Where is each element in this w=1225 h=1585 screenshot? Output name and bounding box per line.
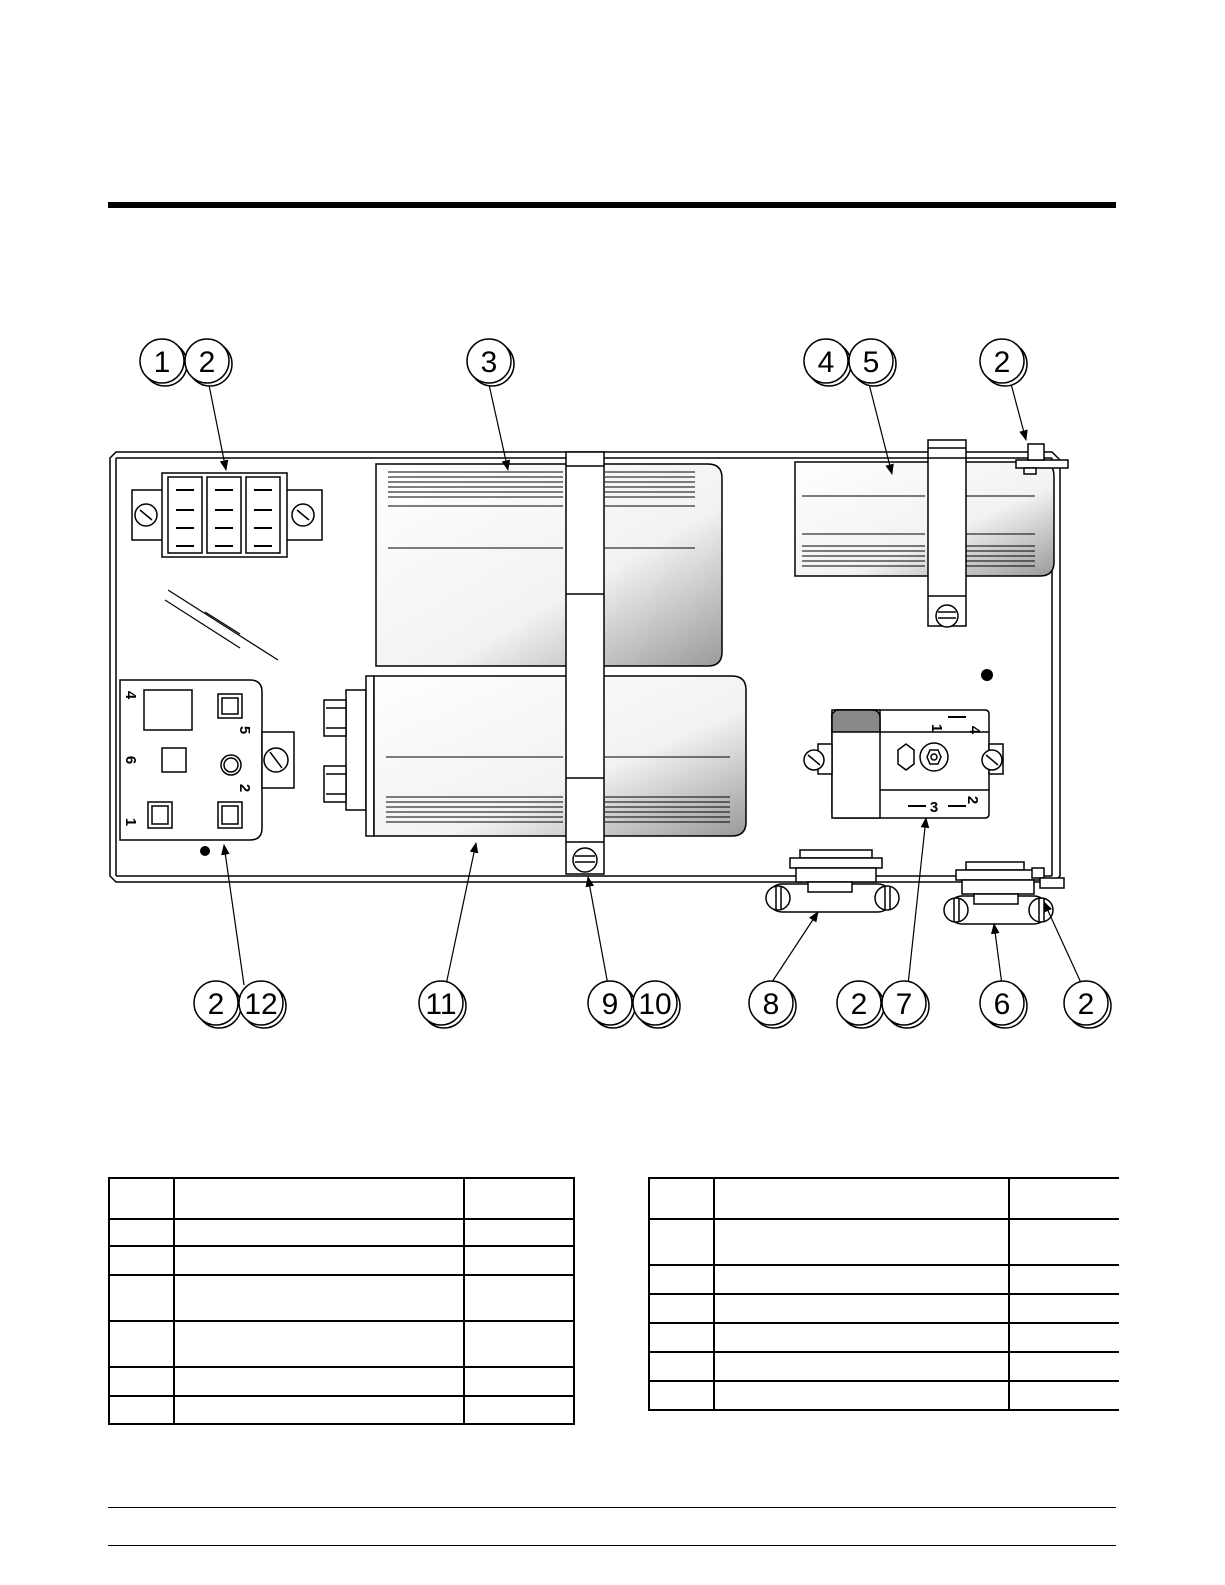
table-cell xyxy=(1009,1323,1119,1352)
svg-text:11: 11 xyxy=(425,988,457,1021)
svg-text:6: 6 xyxy=(993,988,1011,1021)
relay-pin-2: 2 xyxy=(236,783,253,793)
table-row xyxy=(649,1381,1119,1410)
footer-rule-bottom xyxy=(108,1545,1116,1546)
table-header-row xyxy=(649,1178,1119,1219)
callout-5 xyxy=(849,339,896,386)
table-cell xyxy=(109,1246,174,1275)
table-row xyxy=(649,1265,1119,1294)
svg-text:2: 2 xyxy=(993,346,1011,379)
capacitor-11 xyxy=(324,676,746,836)
table-cell xyxy=(109,1367,174,1396)
svg-text:2: 2 xyxy=(1077,988,1095,1021)
table-cell xyxy=(174,1275,464,1321)
callout-2e xyxy=(1064,981,1111,1028)
table-cell xyxy=(109,1321,174,1367)
svg-text:4: 4 xyxy=(817,346,835,379)
table-cell xyxy=(714,1352,1009,1381)
table-cell xyxy=(464,1396,574,1424)
table-header-row xyxy=(109,1178,574,1219)
table-cell xyxy=(1009,1265,1119,1294)
switch-pin-4: 4 xyxy=(966,725,983,735)
callout-7 xyxy=(882,981,929,1028)
table-cell xyxy=(714,1219,1009,1265)
mounting-hole-right xyxy=(981,669,993,681)
table-cell xyxy=(714,1294,1009,1323)
table-row xyxy=(649,1352,1119,1381)
header-cell xyxy=(464,1178,574,1219)
table-cell xyxy=(464,1246,574,1275)
table-cell xyxy=(714,1323,1009,1352)
callout-2b xyxy=(980,339,1027,386)
callout-8 xyxy=(749,981,796,1028)
relay-pin-5: 5 xyxy=(236,725,253,735)
table-cell xyxy=(714,1381,1009,1410)
table-cell xyxy=(1009,1352,1119,1381)
table-row xyxy=(109,1219,574,1246)
table-cell xyxy=(649,1294,714,1323)
parts-table-right xyxy=(648,1177,1119,1411)
svg-text:3: 3 xyxy=(480,346,498,379)
svg-text:2: 2 xyxy=(198,346,216,379)
table-cell xyxy=(649,1381,714,1410)
switch-pin-2: 2 xyxy=(964,795,981,805)
table-cell xyxy=(714,1265,1009,1294)
svg-text:1: 1 xyxy=(153,346,171,379)
table-cell xyxy=(1009,1219,1119,1265)
table-row xyxy=(109,1367,574,1396)
callout-10 xyxy=(633,981,680,1028)
table-cell xyxy=(174,1396,464,1424)
relay-pin-6: 6 xyxy=(122,755,139,765)
table-row xyxy=(649,1219,1119,1265)
callout-6 xyxy=(980,981,1027,1028)
capacitor-strap xyxy=(566,452,604,874)
table-cell xyxy=(1009,1381,1119,1410)
table-row xyxy=(109,1321,574,1367)
capacitor-3 xyxy=(376,464,722,666)
table-cell xyxy=(649,1323,714,1352)
callout-2c xyxy=(194,981,241,1028)
switch-pin-3: 3 xyxy=(929,799,939,816)
callout-1 xyxy=(140,339,187,386)
table-cell xyxy=(174,1246,464,1275)
table-cell xyxy=(464,1321,574,1367)
callout-12 xyxy=(239,981,286,1028)
table-cell xyxy=(1009,1294,1119,1323)
table-cell xyxy=(109,1219,174,1246)
table-cell xyxy=(464,1367,574,1396)
table-cell xyxy=(174,1367,464,1396)
header-cell xyxy=(1009,1178,1119,1219)
parts-table-left xyxy=(108,1177,575,1425)
callout-9 xyxy=(588,981,635,1028)
relay-pin-1: 1 xyxy=(122,817,139,827)
header-cell xyxy=(649,1178,714,1219)
table-cell xyxy=(174,1219,464,1246)
mounting-hole-left xyxy=(200,846,210,856)
table-cell xyxy=(464,1275,574,1321)
table-row xyxy=(109,1246,574,1275)
header-cell xyxy=(714,1178,1009,1219)
table-row xyxy=(109,1275,574,1321)
table-cell xyxy=(649,1265,714,1294)
footer-rule-top xyxy=(108,1507,1116,1508)
svg-text:12: 12 xyxy=(244,988,278,1021)
header-cell xyxy=(174,1178,464,1219)
header-cell xyxy=(109,1178,174,1219)
table-row xyxy=(649,1294,1119,1323)
table-cell xyxy=(464,1219,574,1246)
table-cell xyxy=(649,1219,714,1265)
table-cell xyxy=(109,1275,174,1321)
svg-text:2: 2 xyxy=(850,988,868,1021)
callout-2d xyxy=(837,981,884,1028)
callout-11 xyxy=(419,981,466,1028)
svg-text:9: 9 xyxy=(601,988,619,1021)
svg-text:5: 5 xyxy=(862,346,880,379)
table-cell xyxy=(649,1352,714,1381)
svg-text:7: 7 xyxy=(895,988,913,1021)
svg-text:2: 2 xyxy=(207,988,225,1021)
callout-4 xyxy=(804,339,851,386)
svg-text:10: 10 xyxy=(638,988,672,1021)
table-cell xyxy=(109,1396,174,1424)
table-row xyxy=(109,1396,574,1424)
switch-pin-1: 1 xyxy=(928,723,945,733)
table-cell xyxy=(174,1321,464,1367)
callout-3 xyxy=(467,339,514,386)
table-row xyxy=(649,1323,1119,1352)
svg-text:8: 8 xyxy=(762,988,780,1021)
callout-2a xyxy=(185,339,232,386)
relay-pin-4: 4 xyxy=(122,690,139,700)
